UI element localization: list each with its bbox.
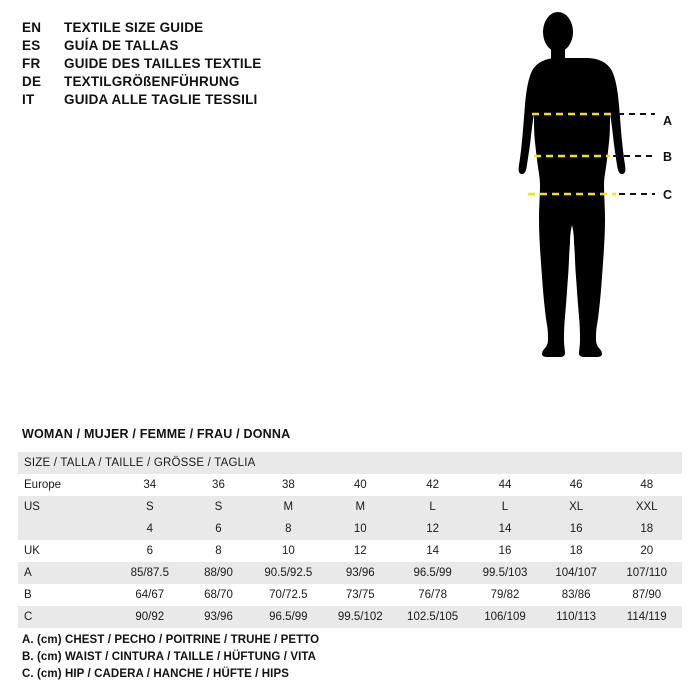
title-lang-de: DE — [22, 74, 42, 89]
cell: 16 — [469, 540, 541, 562]
row-label-europe: Europe — [18, 474, 115, 496]
cell: L — [396, 496, 469, 518]
size-table — [18, 452, 682, 628]
row-label-us-numeric — [18, 518, 115, 540]
table-header-row — [18, 452, 682, 474]
table-row — [18, 540, 682, 562]
cell: 14 — [396, 540, 469, 562]
title-row-de — [22, 74, 352, 89]
row-label-b: B — [18, 584, 115, 606]
cell: S — [185, 496, 252, 518]
cell: 10 — [325, 518, 397, 540]
cell: 20 — [611, 540, 682, 562]
cell: 73/75 — [325, 584, 397, 606]
cell: 87/90 — [611, 584, 682, 606]
cell: 34 — [115, 474, 185, 496]
cell: L — [469, 496, 541, 518]
section-heading-woman: WOMAN / MUJER / FEMME / FRAU / DONNA — [22, 427, 291, 441]
cell: 48 — [611, 474, 682, 496]
title-text-es: GUÍA DE TALLAS — [64, 38, 179, 53]
cell: 40 — [325, 474, 397, 496]
footnote-block — [22, 634, 622, 685]
cell: XL — [541, 496, 612, 518]
table-row — [18, 474, 682, 496]
cell: 36 — [185, 474, 252, 496]
title-row-it — [22, 92, 352, 107]
row-label-uk: UK — [18, 540, 115, 562]
cell: M — [325, 496, 397, 518]
title-lang-es: ES — [22, 38, 41, 53]
cell: 114/119 — [611, 606, 682, 628]
measure-label-b: B — [663, 150, 673, 164]
table-row — [18, 562, 682, 584]
cell: 83/86 — [541, 584, 612, 606]
footnote-a: A. (cm) CHEST / PECHO / POITRINE / TRUHE / PETTO — [22, 634, 320, 646]
title-row-en — [22, 20, 352, 35]
cell: 10 — [252, 540, 324, 562]
cell: 14 — [469, 518, 541, 540]
cell: 12 — [396, 518, 469, 540]
table-row — [18, 584, 682, 606]
cell: 106/109 — [469, 606, 541, 628]
cell: 6 — [185, 518, 252, 540]
row-label-c: C — [18, 606, 115, 628]
title-lang-it: IT — [22, 92, 35, 107]
cell: 85/87.5 — [115, 562, 185, 584]
title-text-de: TEXTILGRÖßENFÜHRUNG — [64, 74, 240, 89]
cell: 96.5/99 — [252, 606, 324, 628]
cell: 93/96 — [185, 606, 252, 628]
cell: 90/92 — [115, 606, 185, 628]
cell: 79/82 — [469, 584, 541, 606]
cell: 93/96 — [325, 562, 397, 584]
cell: 70/72.5 — [252, 584, 324, 606]
title-text-it: GUIDA ALLE TAGLIE TESSILI — [64, 92, 258, 107]
footnote-b: B. (cm) WAIST / CINTURA / TAILLE / HÜFTUNG / VITA — [22, 651, 317, 663]
cell: M — [252, 496, 324, 518]
cell: 68/70 — [185, 584, 252, 606]
cell: 99.5/102 — [325, 606, 397, 628]
cell: 99.5/103 — [469, 562, 541, 584]
measure-label-c: C — [663, 188, 673, 202]
cell: 107/110 — [611, 562, 682, 584]
cell: S — [115, 496, 185, 518]
title-block — [22, 20, 352, 110]
cell: 90.5/92.5 — [252, 562, 324, 584]
female-silhouette-figure — [470, 4, 690, 434]
cell: 16 — [541, 518, 612, 540]
cell: 44 — [469, 474, 541, 496]
cell: 18 — [541, 540, 612, 562]
title-lang-en: EN — [22, 20, 42, 35]
row-label-a: A — [18, 562, 115, 584]
cell: 64/67 — [115, 584, 185, 606]
cell: 46 — [541, 474, 612, 496]
silhouette-icon — [470, 4, 690, 434]
row-label-us: US — [18, 496, 115, 518]
cell: 12 — [325, 540, 397, 562]
title-row-es — [22, 38, 352, 53]
cell: 76/78 — [396, 584, 469, 606]
measure-label-a: A — [663, 114, 673, 128]
cell: 6 — [115, 540, 185, 562]
table-row — [18, 606, 682, 628]
table-header-label: SIZE / TALLA / TAILLE / GRÖSSE / TAGLIA — [18, 452, 682, 474]
cell: 42 — [396, 474, 469, 496]
footnote-c: C. (cm) HIP / CADERA / HANCHE / HÜFTE / HIPS — [22, 668, 290, 680]
cell: 8 — [185, 540, 252, 562]
cell: 96.5/99 — [396, 562, 469, 584]
title-row-fr — [22, 56, 352, 71]
cell: 18 — [611, 518, 682, 540]
title-lang-fr: FR — [22, 56, 41, 71]
table-row — [18, 496, 682, 518]
cell: 8 — [252, 518, 324, 540]
title-text-fr: GUIDE DES TAILLES TEXTILE — [64, 56, 262, 71]
title-text-en: TEXTILE SIZE GUIDE — [64, 20, 204, 35]
table-row — [18, 518, 682, 540]
cell: 38 — [252, 474, 324, 496]
cell: XXL — [611, 496, 682, 518]
cell: 110/113 — [541, 606, 612, 628]
cell: 104/107 — [541, 562, 612, 584]
cell: 102.5/105 — [396, 606, 469, 628]
cell: 4 — [115, 518, 185, 540]
cell: 88/90 — [185, 562, 252, 584]
